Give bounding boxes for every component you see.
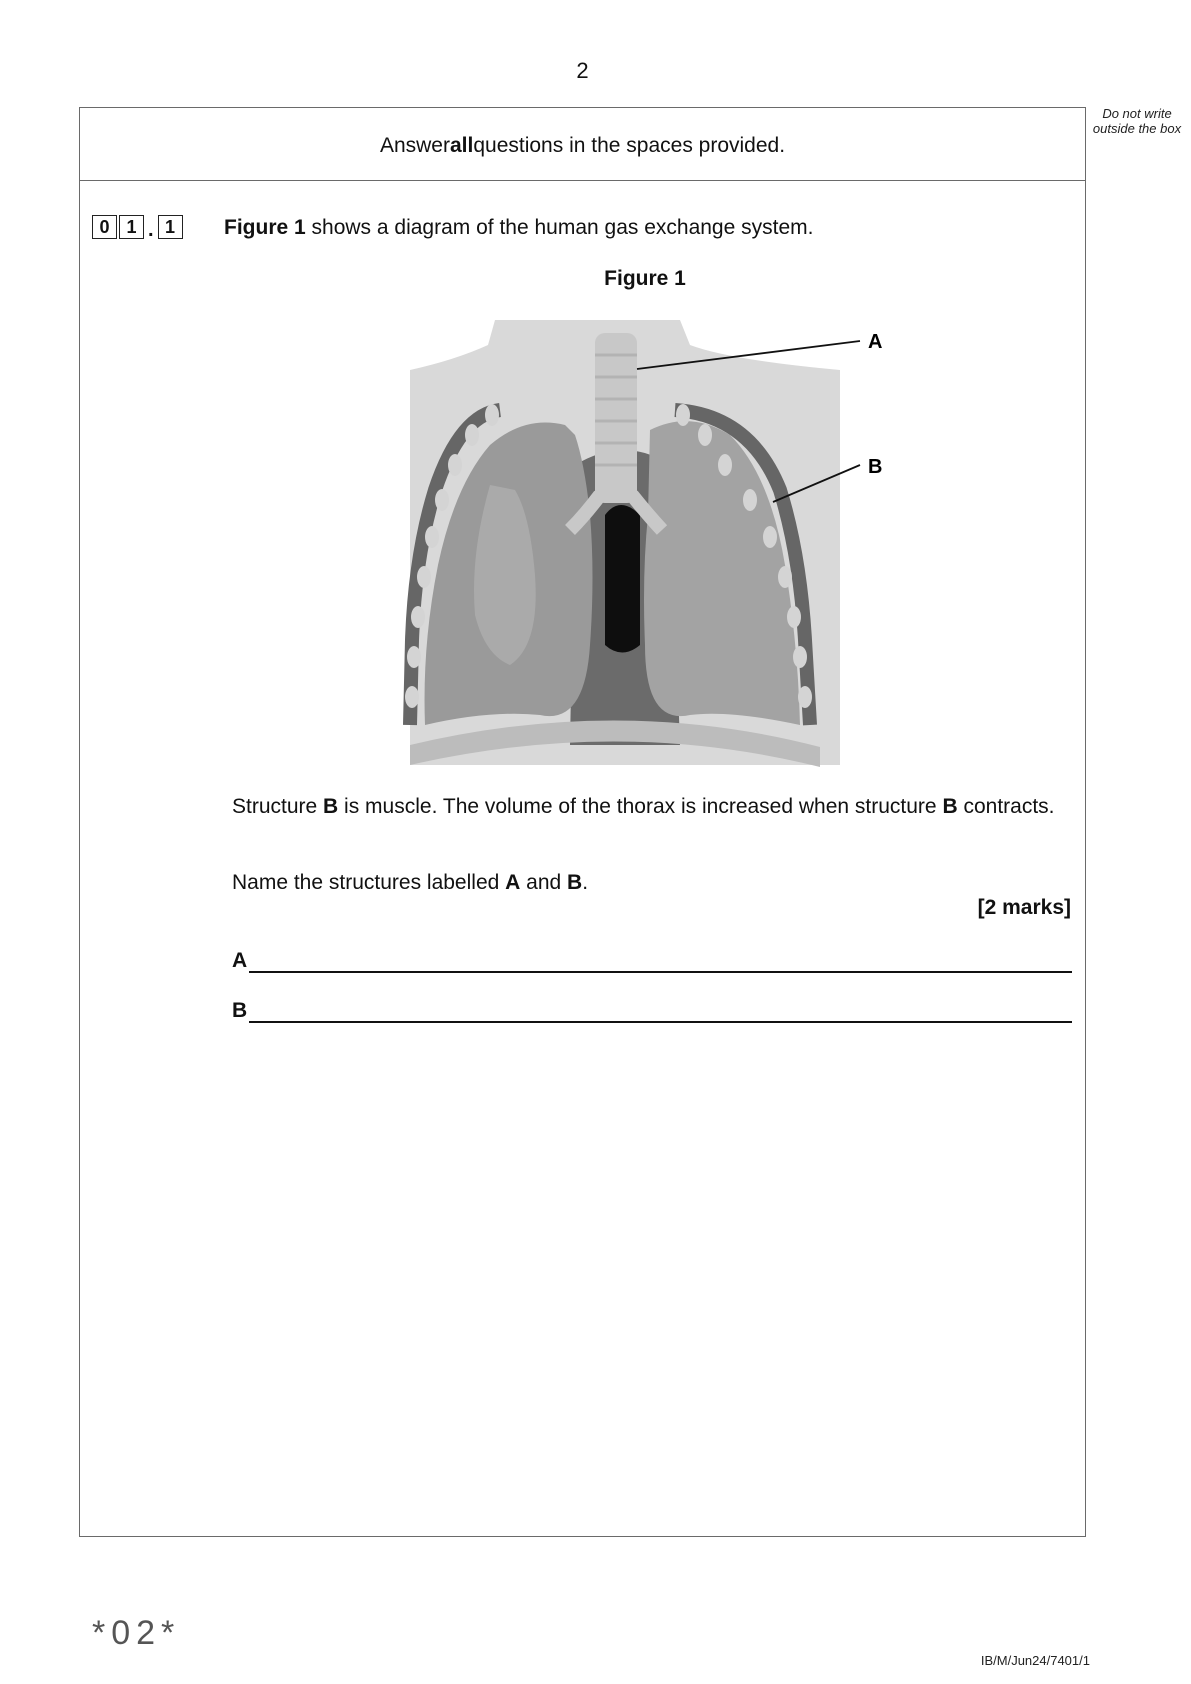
stem-bold: B <box>942 795 958 818</box>
answer-row-b[interactable] <box>232 999 1072 1023</box>
rib-section <box>763 526 777 548</box>
rib-section <box>793 646 807 668</box>
stem-bold: B <box>567 871 583 894</box>
lungs-diagram <box>400 315 900 770</box>
rib-section <box>485 404 499 426</box>
answer-line-a[interactable] <box>249 951 1072 973</box>
stem-text: and <box>520 871 568 894</box>
question-number-dot: . <box>148 219 154 241</box>
rib-section <box>417 566 431 588</box>
answer-label-a: A <box>232 949 248 972</box>
mediastinum-dark <box>605 505 640 653</box>
instruction-bold: all <box>449 133 474 157</box>
rib-section <box>787 606 801 628</box>
page-barcode-text: *02* <box>92 1614 181 1652</box>
rib-section <box>778 566 792 588</box>
label-b: B <box>868 456 883 478</box>
question-stem-2 <box>232 871 588 895</box>
question-number <box>92 215 185 239</box>
rib-section <box>798 686 812 708</box>
question-intro <box>224 216 813 240</box>
label-a: A <box>868 331 883 353</box>
rib-section <box>407 646 421 668</box>
rib-section <box>718 454 732 476</box>
trachea <box>595 333 637 503</box>
stem-text: is muscle. The volume of the thorax is increased when structure <box>338 795 943 818</box>
question-digit-box: 1 <box>158 215 183 239</box>
question-intro-text: shows a diagram of the human gas exchange system. <box>305 216 814 239</box>
stem-text: Name the structures labelled <box>232 871 506 894</box>
instruction-header <box>79 107 1086 181</box>
stem-bold: A <box>505 871 521 894</box>
rib-section <box>411 606 425 628</box>
paper-code: IB/M/Jun24/7401/1 <box>980 1653 1090 1668</box>
answer-line-b[interactable] <box>249 1001 1072 1023</box>
question-digit-box: 0 <box>92 215 117 239</box>
rib-section <box>448 454 462 476</box>
question-intro-bold: Figure 1 <box>224 216 306 239</box>
margin-note: Do not write outside the box <box>1092 106 1182 136</box>
answer-label-b: B <box>232 999 248 1022</box>
rib-section <box>465 424 479 446</box>
instruction-prefix: Answer <box>379 133 450 157</box>
stem-text: . <box>582 871 589 894</box>
rib-section <box>405 686 419 708</box>
question-digit-box: 1 <box>119 215 144 239</box>
instruction-suffix: questions in the spaces provided. <box>473 133 786 157</box>
page-number: 2 <box>576 58 589 83</box>
answer-row-a[interactable] <box>232 949 1072 973</box>
question-stem-1 <box>232 794 1072 820</box>
figure-title: Figure 1 <box>604 267 686 290</box>
rib-section <box>425 526 439 548</box>
stem-bold: B <box>323 795 339 818</box>
rib-section <box>698 424 712 446</box>
rib-section <box>676 404 690 426</box>
rib-section <box>743 489 757 511</box>
stem-text: Structure <box>232 795 324 818</box>
marks-allocation: [2 marks] <box>977 896 1071 919</box>
rib-section <box>435 489 449 511</box>
stem-text: contracts. <box>957 795 1055 818</box>
